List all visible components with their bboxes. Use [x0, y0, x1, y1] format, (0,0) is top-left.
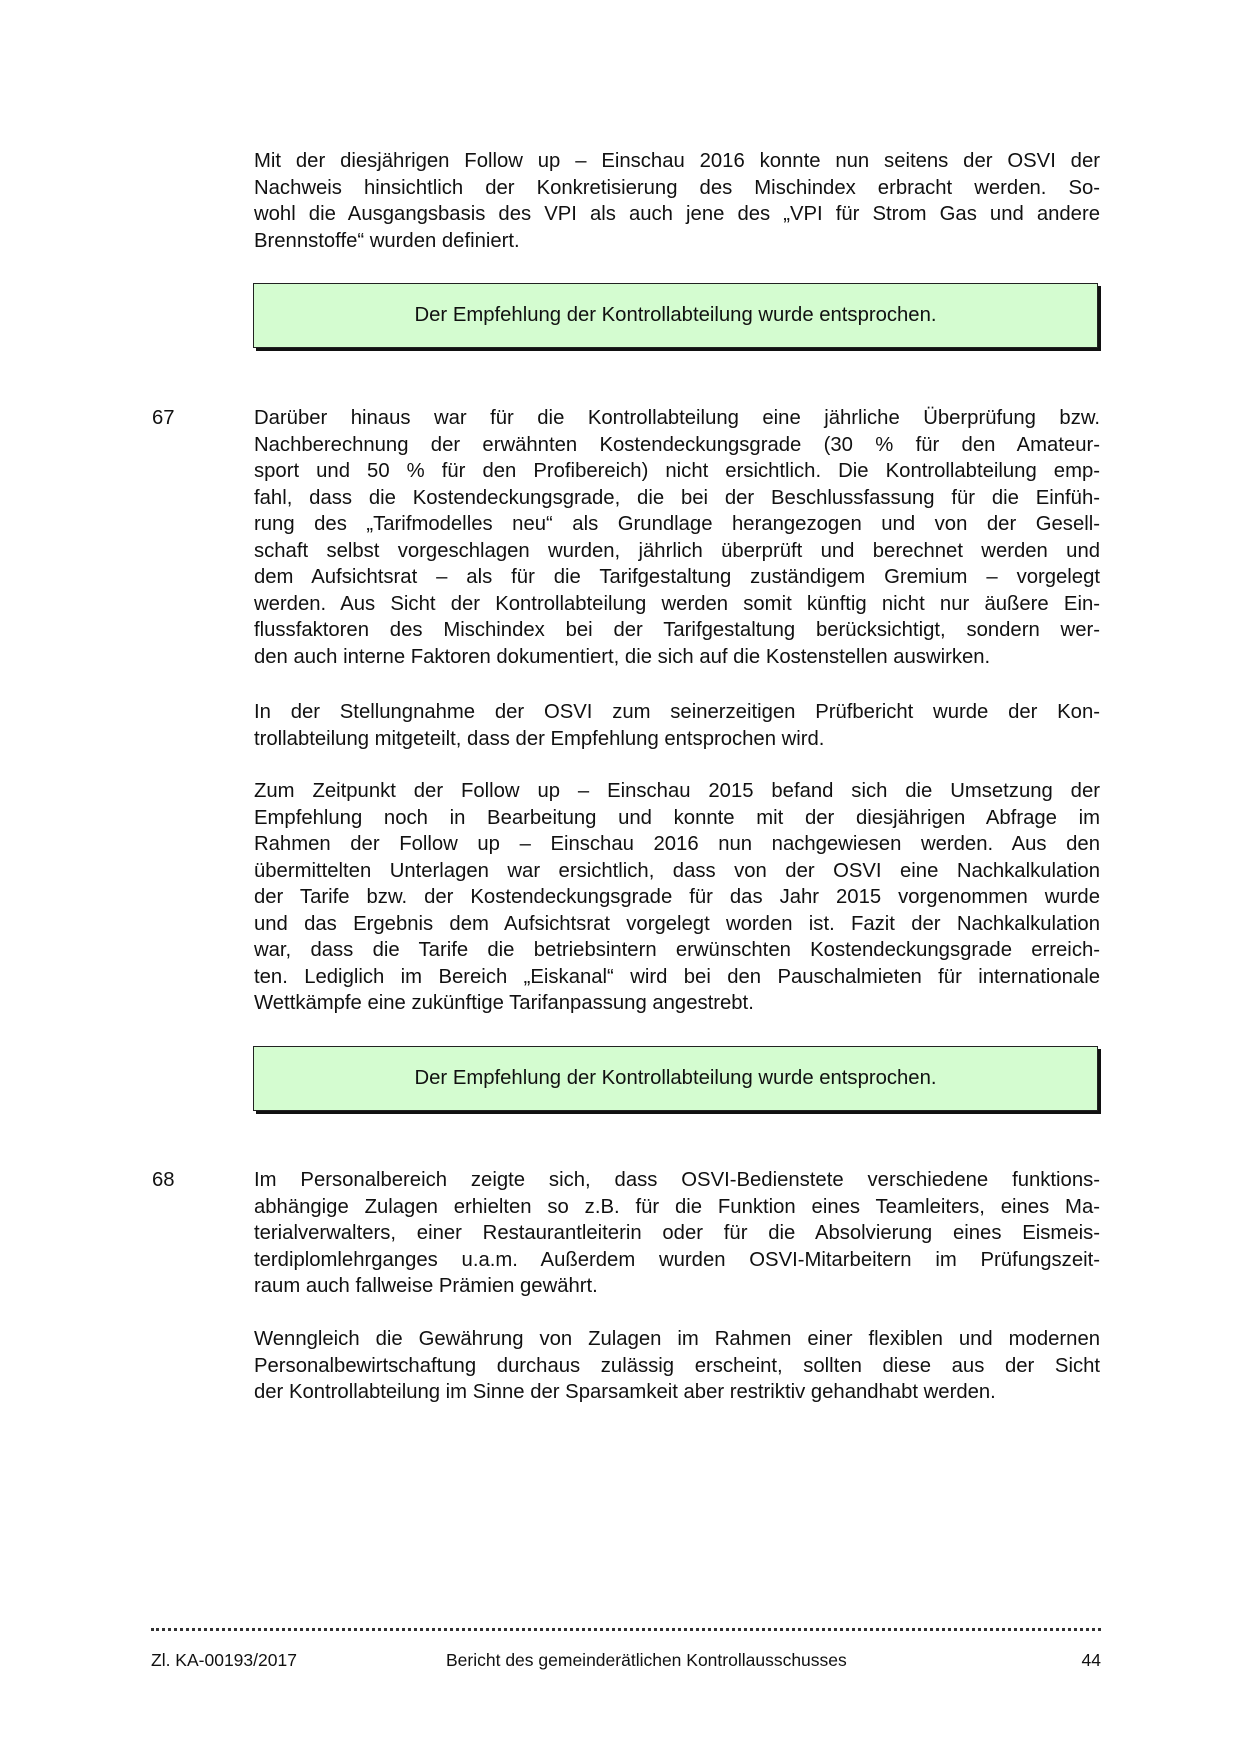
text-line: raum auch fallweise Prämien gewährt. — [254, 1275, 598, 1297]
text-line: Nachweis hinsichtlich der Konkretisierung des Mischindex erbracht werden. So- — [254, 176, 1100, 199]
paragraph-68-a — [254, 1167, 1100, 1300]
text-line: Wenngleich die Gewährung von Zulagen im Rahmen einer flexiblen und modernen — [254, 1328, 1100, 1350]
section-number-67: 67 — [152, 407, 175, 429]
paragraph-67-b — [254, 699, 1100, 752]
text-line: abhängige Zulagen erhielten so z.B. für die Funktion eines Teamleiters, eines Ma- — [254, 1195, 1100, 1218]
text-line: fahl, dass die Kostendeckungsgrade, die bei der Beschlussfassung für die Einfüh- — [254, 486, 1100, 509]
footer-reference: Zl. KA-00193/2017 — [151, 1650, 297, 1670]
text-line: ten. Lediglich im Bereich „Eiskanal“ wird bei den Pauschalmieten für internationale — [254, 965, 1100, 988]
text-line: wohl die Ausgangsbasis des VPI als auch jene des „VPI für Strom Gas und andere — [254, 203, 1100, 225]
text-line: der Kontrollabteilung im Sinne der Sparsamkeit aber restriktiv gehandhabt werden. — [254, 1381, 996, 1403]
text-line: Darüber hinaus war für die Kontrollabteilung eine jährliche Überprüfung bzw. — [254, 407, 1100, 429]
footer-page-number: 44 — [1081, 1650, 1101, 1670]
text-line: rung des „Tarifmodelles neu“ als Grundlage herangezogen und von der Gesell- — [254, 513, 1100, 535]
text-line: war, dass die Tarife die betriebsintern erwünschten Kostendeckungsgrade erreich- — [254, 939, 1100, 961]
result-box-1 — [253, 283, 1098, 348]
text-line: der Tarife bzw. der Kostendeckungsgrade für das Jahr 2015 vorgenommen wurde — [254, 886, 1100, 908]
result-box-2 — [253, 1046, 1098, 1111]
text-line: Brennstoffe“ wurden definiert. — [254, 229, 520, 252]
paragraph-67-c — [254, 778, 1100, 1017]
text-line: trollabteilung mitgeteilt, dass der Empfehlung entsprochen wird. — [254, 727, 825, 750]
text-line: Mit der diesjährigen Follow up – Einschau 2016 konnte nun seitens der OSVI der — [254, 150, 1100, 172]
text-line: werden. Aus Sicht der Kontrollabteilung werden somit künftig nicht nur äußere Ein- — [254, 592, 1100, 615]
text-line: schaft selbst vorgeschlagen wurden, jährlich überprüft und berechnet werden und — [254, 539, 1100, 562]
paragraph-68-b — [254, 1326, 1100, 1406]
text-line: Im Personalbereich zeigte sich, dass OSVI-Bedienstete verschiedene funktions- — [254, 1169, 1100, 1191]
text-line: terdiplomlehrganges u.a.m. Außerdem wurden OSVI-Mitarbeitern im Prüfungszeit- — [254, 1248, 1100, 1271]
text-line: flussfaktoren des Mischindex bei der Tarifgestaltung berücksichtigt, sondern wer- — [254, 619, 1100, 641]
text-line: Zum Zeitpunkt der Follow up – Einschau 2015 befand sich die Umsetzung der — [254, 780, 1100, 802]
text-line: Nachberechnung der erwähnten Kostendeckungsgrade (30 % für den Amateur- — [254, 433, 1100, 456]
text-line: dem Aufsichtsrat – als für die Tarifgestaltung zuständigem Gremium – vorgelegt — [254, 566, 1100, 588]
text-line: den auch interne Faktoren dokumentiert, die sich auf die Kostenstellen auswirken. — [254, 645, 991, 668]
result-text: Der Empfehlung der Kontrollabteilung wurde entsprochen. — [414, 304, 937, 326]
text-line: sport und 50 % für den Profibereich) nicht ersichtlich. Die Kontrollabteilung emp- — [254, 460, 1100, 482]
text-line: übermittelten Unterlagen war ersichtlich, dass von der OSVI eine Nachkalkulation — [254, 859, 1100, 882]
footer-divider — [151, 1628, 1101, 1631]
text-line: In der Stellungnahme der OSVI zum seinerzeitigen Prüfbericht wurde der Kon- — [254, 701, 1100, 723]
text-line: Personalbewirtschaftung durchaus zulässig erscheint, sollten diese aus der Sicht — [254, 1354, 1100, 1377]
footer-title: Bericht des gemeinderätlichen Kontrollausschusses — [446, 1650, 847, 1670]
result-text: Der Empfehlung der Kontrollabteilung wurde entsprochen. — [414, 1067, 937, 1089]
text-line: terialverwalters, einer Restaurantleiterin oder für die Absolvierung eines Eismeis- — [254, 1222, 1100, 1244]
section-number-68: 68 — [152, 1169, 175, 1191]
text-line: Wettkämpfe eine zukünftige Tarifanpassung angestrebt. — [254, 992, 754, 1014]
text-line: Empfehlung noch in Bearbeitung und konnte mit der diesjährigen Abfrage im — [254, 806, 1100, 829]
text-line: und das Ergebnis dem Aufsichtsrat vorgelegt worden ist. Fazit der Nachkalkulation — [254, 912, 1100, 935]
paragraph-intro — [254, 148, 1100, 254]
paragraph-67-a — [254, 405, 1100, 670]
text-line: Rahmen der Follow up – Einschau 2016 nun nachgewiesen werden. Aus den — [254, 833, 1100, 855]
